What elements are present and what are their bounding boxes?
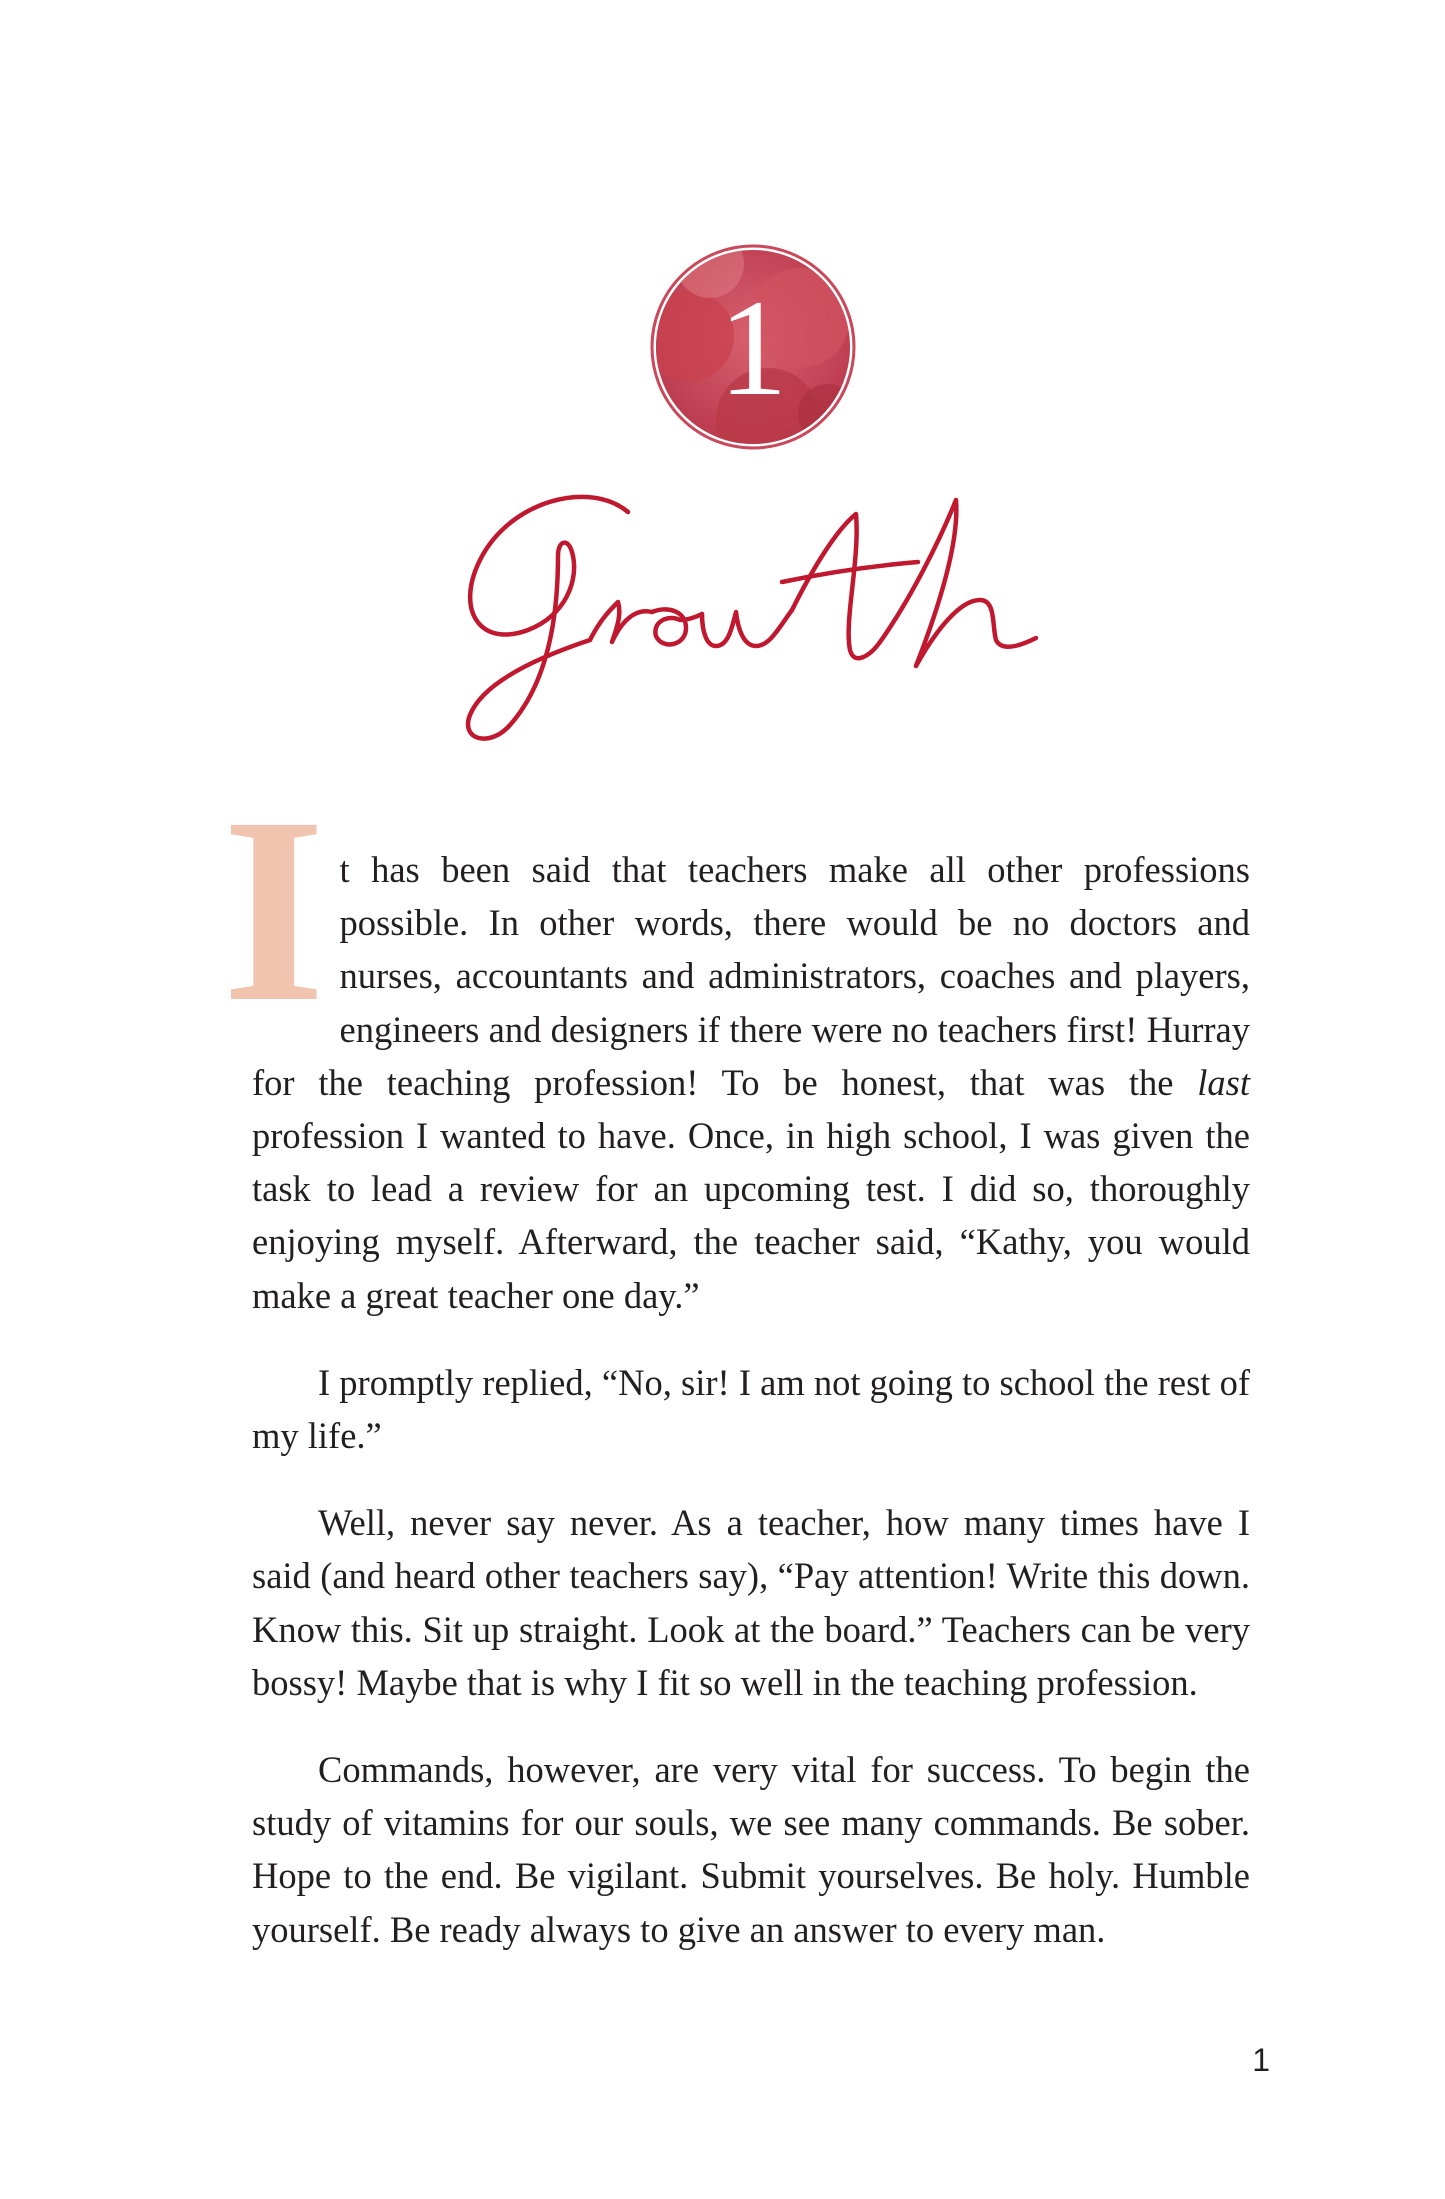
page-number: 1 — [1252, 2042, 1270, 2078]
drop-cap: I — [222, 762, 326, 1057]
emphasis-last: last — [1197, 1061, 1250, 1103]
chapter-number-badge — [650, 244, 856, 450]
paragraph-3: Well, never say never. As a teacher, how many times have I said (and heard other teachers say), “Pay attention! Write this down. Know this. Sit up straight. Look at the board.” Teachers can be very bossy! Maybe that is why I fit so well in the teaching profession. — [252, 1502, 1250, 1703]
paragraph-1 — [222, 762, 1250, 1322]
paragraph-1-text: t has been said that teachers make all other professions possible. In other words, there would be no doctors and nurses, accountants and administrators, coaches and players, engineers and designers if there were no teachers first! Hurray for the teaching profession! To be honest, that was the — [252, 849, 1250, 1103]
chapter-number: 1 — [718, 271, 788, 424]
chapter-title — [440, 470, 1080, 760]
paragraph-2: I promptly replied, “No, sir! I am not going to school the rest of my life.” — [252, 1361, 1250, 1457]
paragraph-4: Commands, however, are very vital for success. To begin the study of vitamins for our souls, we see many commands. Be sober. Hope to the end. Be vigilant. Submit yourselves. Be holy. Humble yourself. Be ready always to give an answer to every man. — [252, 1749, 1250, 1950]
chapter-body — [222, 762, 1250, 1990]
paragraph-1-text-continued: profession I wanted to have. Once, in high school, I was given the task to lead a review for an upcoming test. I did so, thoroughly enjoying myself. Afterward, the teacher said, “Kathy, you would make a great teacher one day.” — [252, 1115, 1250, 1316]
